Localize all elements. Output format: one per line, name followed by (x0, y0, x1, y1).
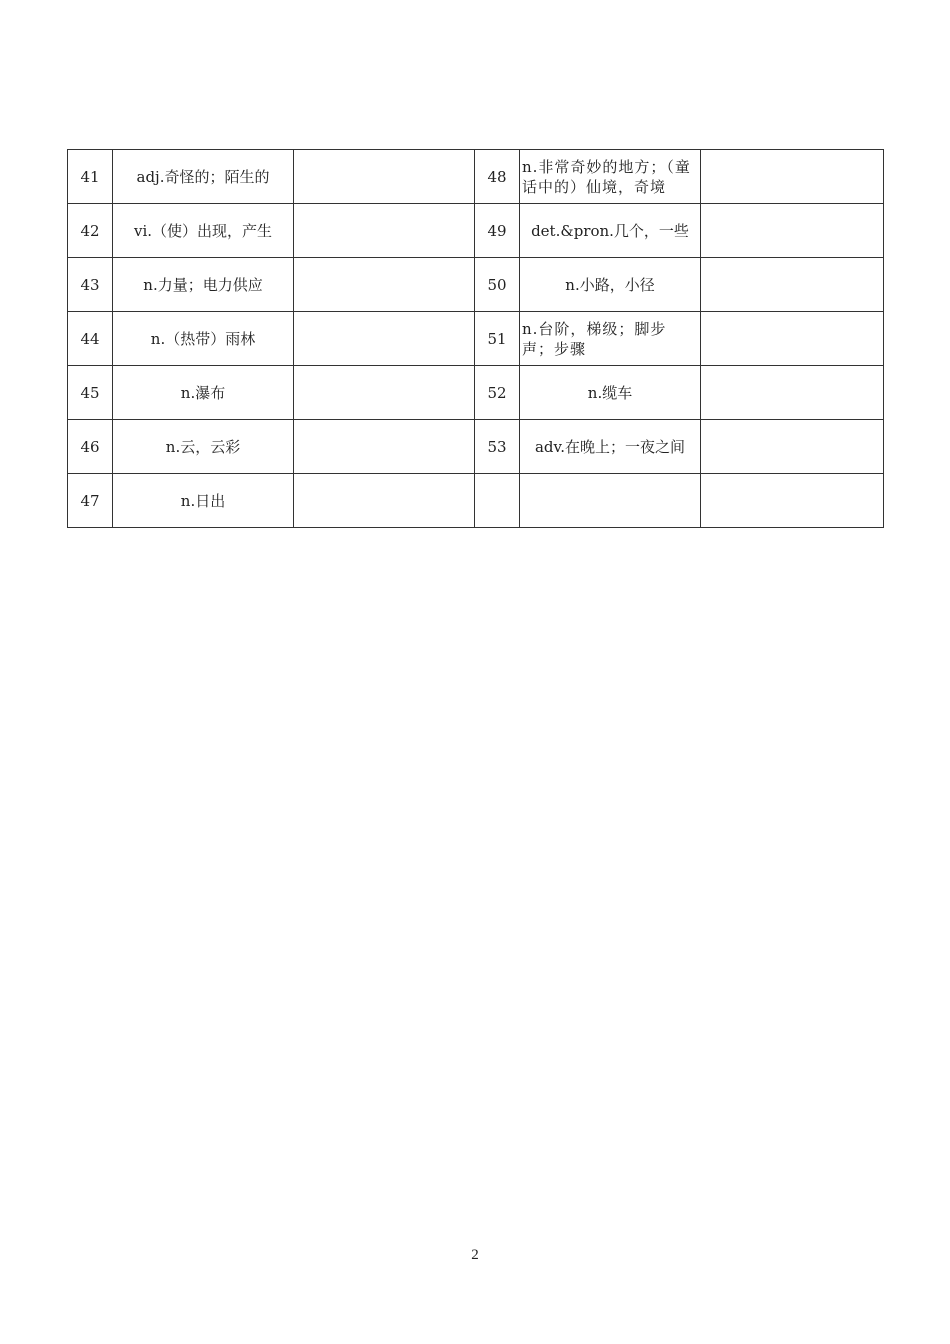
right-number: 49 (475, 204, 520, 258)
right-answer-cell[interactable] (701, 204, 884, 258)
right-number: 53 (475, 420, 520, 474)
left-number: 47 (68, 474, 113, 528)
right-meaning: n.小路，小径 (520, 258, 701, 312)
table-row (68, 366, 884, 420)
right-number: 51 (475, 312, 520, 366)
left-meaning: vi.（使）出现，产生 (113, 204, 294, 258)
left-answer-cell[interactable] (294, 150, 475, 204)
left-answer-cell[interactable] (294, 474, 475, 528)
table-row (68, 420, 884, 474)
left-number: 41 (68, 150, 113, 204)
left-answer-cell[interactable] (294, 258, 475, 312)
left-meaning: adj.奇怪的；陌生的 (113, 150, 294, 204)
left-meaning: n.日出 (113, 474, 294, 528)
left-number: 45 (68, 366, 113, 420)
left-number: 43 (68, 258, 113, 312)
right-number: 48 (475, 150, 520, 204)
right-meaning (520, 474, 701, 528)
right-meaning: adv.在晚上；一夜之间 (520, 420, 701, 474)
right-answer-cell[interactable] (701, 258, 884, 312)
left-answer-cell[interactable] (294, 420, 475, 474)
left-number: 46 (68, 420, 113, 474)
table-row (68, 204, 884, 258)
table-row (68, 312, 884, 366)
right-answer-cell[interactable] (701, 312, 884, 366)
table-row (68, 258, 884, 312)
right-number (475, 474, 520, 528)
right-answer-cell[interactable] (701, 150, 884, 204)
table-row (68, 474, 884, 528)
table-row (68, 150, 884, 204)
left-answer-cell[interactable] (294, 366, 475, 420)
left-meaning: n.力量；电力供应 (113, 258, 294, 312)
right-answer-cell[interactable] (701, 420, 884, 474)
right-number: 52 (475, 366, 520, 420)
left-number: 44 (68, 312, 113, 366)
left-answer-cell[interactable] (294, 312, 475, 366)
left-number: 42 (68, 204, 113, 258)
right-meaning: det.&pron.几个，一些 (520, 204, 701, 258)
right-meaning: n.缆车 (520, 366, 701, 420)
vocabulary-table (67, 149, 884, 528)
left-meaning: n.（热带）雨林 (113, 312, 294, 366)
left-meaning: n.瀑布 (113, 366, 294, 420)
right-answer-cell[interactable] (701, 366, 884, 420)
right-number: 50 (475, 258, 520, 312)
right-meaning: n.台阶，梯级；脚步声；步骤 (520, 312, 701, 366)
right-meaning: n.非常奇妙的地方；（童话中的）仙境，奇境 (520, 150, 701, 204)
left-meaning: n.云，云彩 (113, 420, 294, 474)
page-number: 2 (471, 1247, 479, 1263)
left-answer-cell[interactable] (294, 204, 475, 258)
right-answer-cell[interactable] (701, 474, 884, 528)
